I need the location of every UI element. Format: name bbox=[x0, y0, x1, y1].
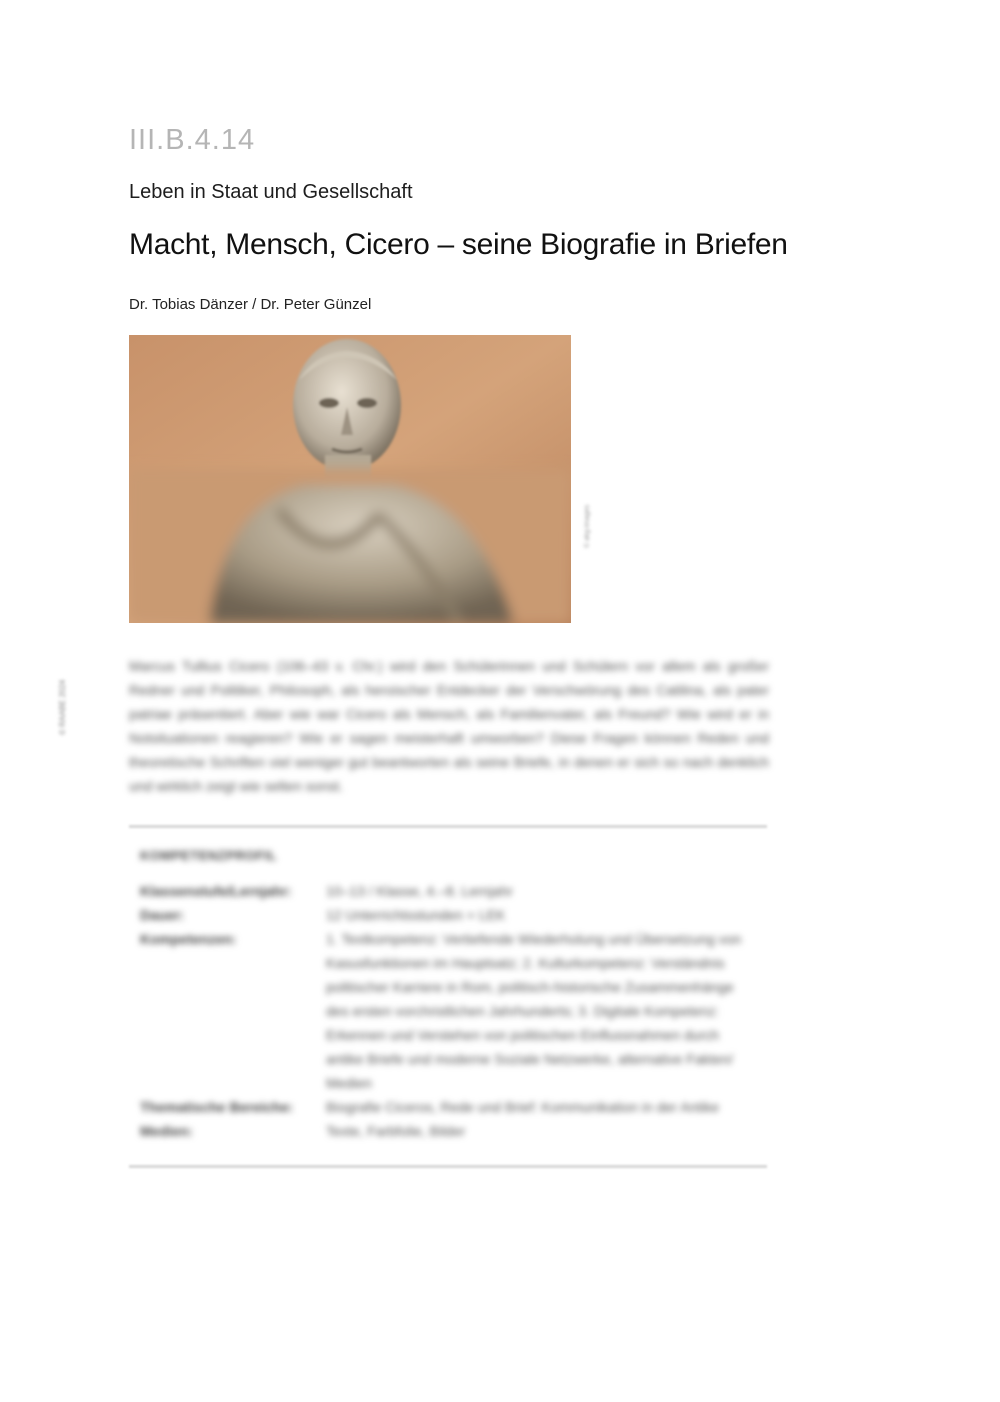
profile-value: Texte, Farbfolie, Bilder bbox=[326, 1123, 466, 1139]
profile-key: Medien: bbox=[140, 1123, 193, 1139]
profile-key: Thematische Bereiche: bbox=[140, 1099, 294, 1115]
document-code: III.B.4.14 bbox=[129, 124, 256, 156]
section-heading: Leben in Staat und Gesellschaft bbox=[129, 181, 413, 203]
authors-line: Dr. Tobias Dänzer / Dr. Peter Günzel bbox=[129, 296, 372, 313]
profile-row bbox=[140, 1095, 760, 1119]
profile-key: Klassenstufe/Lernjahr: bbox=[140, 883, 292, 899]
profile-value: 12 Unterrichtsstunden + LEK bbox=[326, 907, 506, 923]
side-copyright: © RAABE 2024 bbox=[58, 679, 67, 735]
profile-heading: KOMPETENZPROFIL bbox=[140, 848, 277, 863]
abstract-paragraph: Marcus Tullius Cicero (106–43 v. Chr.) wird den Schülerinnen und Schülern vor allem als großer Redner und Politiker, Philosoph, als heroischer Entdecker der Verschwörung des Catilina, als pater patriae präsentiert. Aber wie war Cicero als Mensch, als Familienvater, als Freund? Wie wird er in Notsituationen reagieren? Wie er sagen meisterhaft umworben? Diese Fragen können Reden und theoretische Schriften viel weniger gut beantworten als seine Briefe, in denen er sich so nach denklich und wirklich zeigt wie selten sonst. bbox=[129, 658, 769, 794]
profile-key: Dauer: bbox=[140, 907, 185, 923]
profile-bottom-rule bbox=[129, 1165, 767, 1168]
image-credit: © akg-images bbox=[584, 504, 591, 548]
profile-row bbox=[140, 879, 760, 903]
profile-value: 10–13 / Klasse, 4.–8. Lernjahr bbox=[326, 883, 513, 899]
profile-key: Kompetenzen: bbox=[140, 931, 237, 947]
profile-value: 1. Textkompetenz: Vertiefende Wiederholung und Übersetzung von Kasusfunktionen im Hauptsatz; 2. Kulturkompetenz: Verständnis politischer Karriere in Rom, politisch-historische Zusammenhänge des ersten vorchristlichen Jahrhunderts; 3. Digitale Kompetenz: Erkennen und Verstehen von politischen Einflussnahmen durch antike Briefe und moderne Soziale Netzwerke, alternative Fakten/ Medien bbox=[326, 931, 742, 1091]
profile-row bbox=[140, 927, 760, 1095]
cicero-bust-photo bbox=[129, 335, 571, 623]
profile-row bbox=[140, 1119, 760, 1143]
profile-top-rule bbox=[129, 825, 767, 828]
profile-row bbox=[140, 903, 760, 927]
document-title: Macht, Mensch, Cicero – seine Biografie in Briefen bbox=[129, 228, 788, 261]
competence-profile bbox=[140, 879, 760, 1143]
profile-value: Biografie Ciceros, Rede und Brief: Kommunikation in der Antike bbox=[326, 1099, 719, 1115]
